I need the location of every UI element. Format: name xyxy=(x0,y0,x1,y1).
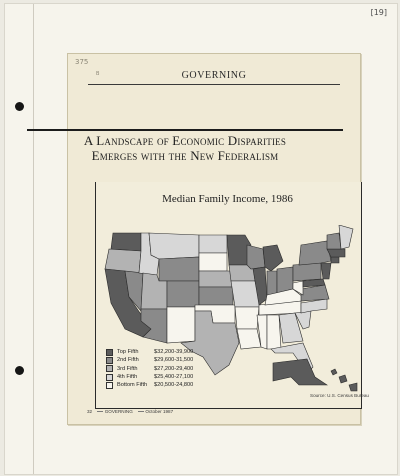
headline-line-2: Emerges with the New Federalism xyxy=(91,148,279,163)
legend-range: $32,200-39,900 xyxy=(154,349,194,356)
map-region-va xyxy=(301,285,329,301)
map-region-oh xyxy=(277,267,293,293)
map-region-sd xyxy=(199,253,227,271)
legend-label: 2nd Fifth xyxy=(117,357,139,364)
legend-row xyxy=(106,373,204,381)
map-region-wi xyxy=(247,245,265,269)
legend-swatch xyxy=(106,374,113,381)
map-region-mt xyxy=(149,233,199,259)
legend-swatch xyxy=(106,349,113,356)
legend-swatch xyxy=(106,382,113,389)
punch-hole-bottom xyxy=(15,366,24,375)
legend-swatch xyxy=(106,357,113,364)
map-region-wa xyxy=(111,233,141,251)
legend-label: 3rd Fifth xyxy=(117,365,138,372)
pencil-note: 375 xyxy=(75,58,89,66)
map-legend xyxy=(106,348,204,389)
map-region-ct xyxy=(331,257,339,263)
footer-publication: GOVERNING xyxy=(104,409,133,414)
map-region-ak xyxy=(273,359,327,385)
map-region-me xyxy=(339,225,353,249)
map-region-hi-2 xyxy=(339,375,347,383)
footer-divider-2 xyxy=(138,411,144,412)
legend-range: $29,600-31,500 xyxy=(154,357,194,364)
legend-row xyxy=(106,348,204,356)
headline-line-1: A Landscape of Economic Disparities xyxy=(83,133,287,148)
legend-row xyxy=(106,381,204,389)
legend-row xyxy=(106,356,204,364)
map-region-ny xyxy=(299,241,331,265)
map-region-wy xyxy=(159,257,199,281)
section-title: GOVERNING xyxy=(181,70,247,81)
map-region-hi-1 xyxy=(331,369,337,375)
map-source: Source: U.S. Census Bureau xyxy=(310,393,369,398)
map-region-vt-nh xyxy=(327,233,341,249)
footer-date: October 1987 xyxy=(145,409,174,414)
punch-hole-top xyxy=(15,102,24,111)
map-region-co xyxy=(167,281,199,307)
map-title: Median Family Income, 1986 xyxy=(162,193,293,205)
headline-rule xyxy=(27,129,343,131)
legend-range: $27,200-29,400 xyxy=(154,365,194,372)
legend-swatch xyxy=(106,365,113,372)
footer-page: 32 xyxy=(87,409,93,414)
legend-range: $20,500-24,800 xyxy=(154,382,194,389)
map-region-la xyxy=(237,329,261,349)
map-region-ne xyxy=(199,271,233,287)
map-region-nc xyxy=(301,299,327,313)
page-footer xyxy=(87,409,173,414)
map-region-nj xyxy=(321,263,331,279)
binding-line xyxy=(33,4,34,474)
pencil-note-2: B xyxy=(96,71,100,77)
legend-label: Top Fifth xyxy=(117,349,139,356)
legend-row xyxy=(106,365,204,373)
map-region-ar xyxy=(235,307,259,329)
article-headline xyxy=(27,133,343,163)
footer-divider xyxy=(97,411,103,412)
map-region-ks xyxy=(199,287,233,305)
map-region-nm xyxy=(167,307,195,343)
map-region-mi xyxy=(263,245,283,271)
legend-range: $25,400-27,100 xyxy=(154,374,194,381)
legend-label: Bottom Fifth xyxy=(117,382,148,389)
map-region-nd xyxy=(199,235,227,253)
map-region-pa xyxy=(293,263,321,281)
map-region-al xyxy=(267,315,281,349)
title-rule xyxy=(88,84,340,85)
archive-number: [19] xyxy=(370,8,387,17)
map-region-hi-3 xyxy=(349,383,357,391)
legend-label: 4th Fifth xyxy=(117,374,138,381)
